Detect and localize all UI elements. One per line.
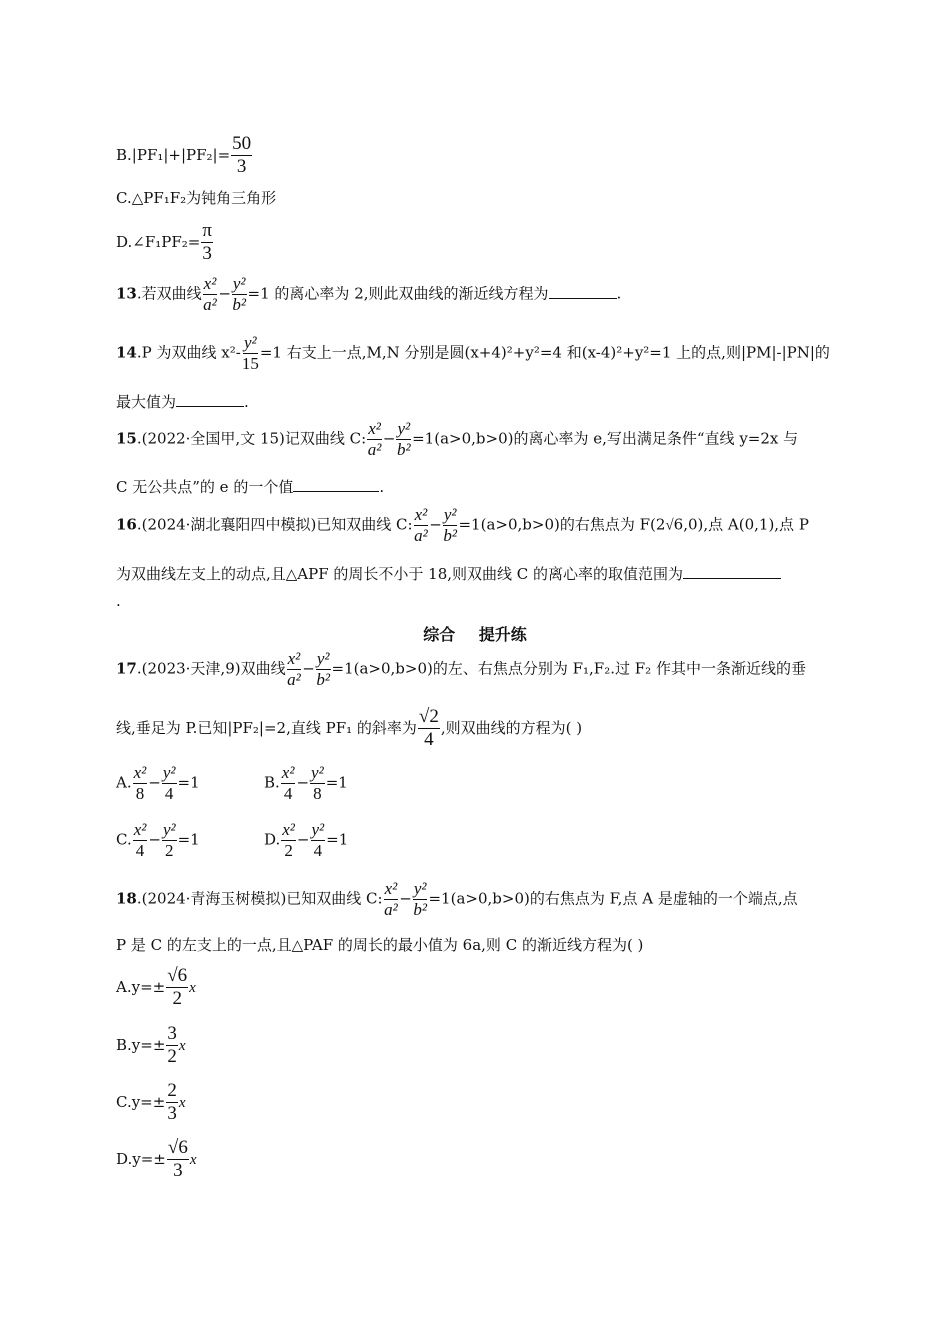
question-text: 为双曲线左支上的动点,且△APF 的周长不小于 18,则双曲线 C 的离心率的取值范围为 <box>116 565 684 583</box>
numerator: 50 <box>232 133 252 154</box>
period: . <box>616 284 622 303</box>
denominator: b² <box>443 525 457 545</box>
numerator: x² <box>133 763 147 782</box>
option-label: B.y=± <box>116 1035 166 1054</box>
fraction <box>166 1024 178 1068</box>
q17-option-a[interactable] <box>116 764 200 803</box>
minus-sign: − <box>302 659 315 678</box>
denominator: 4 <box>164 783 174 803</box>
fraction <box>281 764 296 803</box>
q17-option-b[interactable] <box>264 764 348 803</box>
option-text: D.∠F₁PF₂= <box>116 232 201 251</box>
fraction-x2-a2 <box>287 650 302 689</box>
minus-sign: − <box>429 515 442 534</box>
question-text: P 是 C 的左支上的一点,且△PAF 的周长的最小值为 6a,则 C 的渐近线方程为( ) <box>116 936 644 954</box>
denominator: 2 <box>172 987 182 1009</box>
option-label: B. <box>264 773 280 792</box>
answer-blank[interactable] <box>176 392 244 407</box>
denominator: a² <box>384 899 398 919</box>
denominator: b² <box>232 294 247 314</box>
minus-sign: − <box>399 889 412 908</box>
option-label: D. <box>264 830 281 849</box>
radicand: 2 <box>429 706 439 727</box>
question-16-line2 <box>116 564 781 582</box>
question-text: 线,垂足为 P.已知|PF₂|=2,直线 PF₁ 的斜率为 <box>116 718 417 737</box>
question-number: 17 <box>116 659 137 678</box>
period: . <box>379 478 385 496</box>
answer-blank[interactable] <box>549 284 617 299</box>
question-text: .若双曲线 <box>136 284 202 303</box>
q12-option-c[interactable] <box>116 191 276 206</box>
denominator: 2 <box>284 840 293 860</box>
question-number: 18 <box>116 889 137 908</box>
fraction-y2-b2 <box>396 420 411 459</box>
question-text: 最大值为 <box>116 393 177 411</box>
question-14-line2 <box>116 392 249 410</box>
option-label: A. <box>116 773 132 792</box>
question-15-line2 <box>116 477 384 495</box>
fraction-x2-a2 <box>384 880 399 919</box>
question-text: .P 为双曲线 x²- <box>136 343 241 362</box>
denominator: a² <box>367 439 382 459</box>
question-text: .(2024·青海玉树模拟)已知双曲线 C: <box>136 889 383 908</box>
fraction <box>133 764 148 803</box>
numerator: y² <box>244 333 257 352</box>
question-13 <box>116 275 621 314</box>
question-17-line2 <box>116 707 582 751</box>
question-text: =1(a>0,b>0)的左、右焦点分别为 F₁,F₂.过 F₂ 作其中一条渐近线的垂 <box>331 659 806 678</box>
radicand: 6 <box>177 965 188 986</box>
sqrt-sign: √ <box>665 517 674 534</box>
question-14 <box>116 334 830 373</box>
minus-sign: − <box>296 830 310 849</box>
fraction-sqrt2-4 <box>418 707 440 751</box>
q18-option-d[interactable] <box>116 1138 196 1182</box>
minus-sign: − <box>218 284 231 303</box>
fraction-x2-a2 <box>414 506 429 545</box>
numerator: x² <box>203 274 217 293</box>
option-label: D.y=± <box>116 1149 166 1168</box>
q18-option-b[interactable] <box>116 1024 186 1068</box>
numerator: x² <box>368 419 381 438</box>
numerator <box>167 1138 189 1160</box>
numerator: x² <box>133 820 147 839</box>
equals-one: =1 <box>326 830 349 849</box>
fraction <box>281 821 296 860</box>
fraction <box>167 1138 189 1182</box>
denominator: 3 <box>167 1102 177 1124</box>
minus-sign: − <box>296 773 310 792</box>
q18-option-a[interactable] <box>116 966 196 1010</box>
section-heading: 综合 提升练 <box>423 625 527 644</box>
denominator: a² <box>287 669 301 689</box>
denominator: 4 <box>135 840 145 860</box>
minus-sign: − <box>148 830 161 849</box>
question-text: .(2024·湖北襄阳四中模拟)已知双曲线 C: <box>136 515 413 534</box>
denominator: 2 <box>167 1045 177 1067</box>
fraction-y2-b2 <box>413 880 428 919</box>
numerator <box>166 966 188 988</box>
option-label: C. <box>116 830 132 849</box>
numerator: π <box>202 220 212 241</box>
numerator: y² <box>413 879 427 898</box>
denominator: 4 <box>283 783 293 803</box>
question-16 <box>116 506 809 545</box>
denominator: 3 <box>202 242 212 264</box>
question-text: =1(a>0,b>0)的右焦点为 F,点 A 是虚轴的一个端点,点 <box>428 889 798 908</box>
question-16-line3 <box>116 594 121 609</box>
question-18-line2 <box>116 938 643 953</box>
numerator: x² <box>282 820 295 839</box>
numerator: x² <box>384 879 398 898</box>
question-text: .(2023·天津,9)双曲线 <box>136 659 286 678</box>
fraction-x2-a2 <box>367 420 382 459</box>
question-number: 16 <box>116 515 137 534</box>
fraction <box>201 221 213 265</box>
numerator: y² <box>162 820 176 839</box>
question-number: 13 <box>116 284 137 303</box>
equals-one: =1 <box>177 830 200 849</box>
question-text: 6,0),点 A(0,1),点 P <box>673 515 809 534</box>
numerator: y² <box>232 274 246 293</box>
denominator: a² <box>414 525 428 545</box>
denominator: 2 <box>165 840 174 860</box>
answer-blank[interactable] <box>683 564 781 579</box>
period: . <box>116 592 121 610</box>
question-text: C 无公共点”的 e 的一个值 <box>116 478 294 496</box>
fraction-y2-15 <box>242 334 259 373</box>
numerator: y² <box>397 419 411 438</box>
denominator: 4 <box>424 728 434 750</box>
fraction <box>162 764 177 803</box>
minus-sign: − <box>382 429 396 448</box>
fraction-y2-b2 <box>316 650 331 689</box>
q17-option-d[interactable] <box>264 821 348 860</box>
denominator: b² <box>413 899 427 919</box>
denominator: 15 <box>241 353 259 373</box>
question-number: 14 <box>116 343 137 362</box>
fraction <box>166 1081 178 1125</box>
denominator: 8 <box>313 783 322 803</box>
denominator: 4 <box>313 840 323 860</box>
minus-sign: − <box>148 773 161 792</box>
fraction-y2-b2 <box>443 506 458 545</box>
question-text: .(2022·全国甲,文 15)记双曲线 C: <box>136 429 367 448</box>
fraction <box>231 134 252 178</box>
question-text: =1(a>0,b>0)的右焦点为 F(2 <box>458 515 666 534</box>
denominator: 8 <box>135 783 145 803</box>
fraction-y2-b2 <box>232 275 247 314</box>
denominator: 3 <box>173 1159 183 1181</box>
fraction <box>162 821 177 860</box>
numerator <box>418 707 440 729</box>
numerator: x² <box>287 649 301 668</box>
question-text: =1(a>0,b>0)的离心率为 e,写出满足条件“直线 y=2x 与 <box>412 429 799 448</box>
q17-option-c[interactable] <box>116 821 200 860</box>
sqrt-sign: √ <box>167 965 178 986</box>
numerator: 3 <box>167 1023 177 1044</box>
numerator: y² <box>311 763 324 782</box>
q18-option-c[interactable] <box>116 1081 186 1125</box>
option-label: A.y=± <box>116 977 166 996</box>
question-text: ,则双曲线的方程为( ) <box>440 718 583 737</box>
radicand: 6 <box>178 1137 188 1158</box>
option-text: C.△PF₁F₂为钝角三角形 <box>116 189 277 207</box>
question-text: =1 右支上一点,M,N 分别是圆(x+4)²+y²=4 和(x-4)²+y²=1 上的点,则|PM|-|PN|的 <box>259 343 830 362</box>
question-text: =1 的离心率为 2,则此双曲线的渐近线方程为 <box>247 284 549 303</box>
numerator: y² <box>316 649 330 668</box>
sqrt-sign: √ <box>418 706 430 727</box>
numerator: x² <box>281 763 295 782</box>
numerator: y² <box>311 820 325 839</box>
denominator: 3 <box>236 155 247 177</box>
q12-option-b[interactable] <box>116 134 253 178</box>
numerator: y² <box>443 505 457 524</box>
period: . <box>244 393 249 411</box>
fraction <box>133 821 148 860</box>
answer-blank[interactable] <box>293 477 379 492</box>
variable-x: x <box>189 1151 197 1168</box>
fraction <box>310 764 325 803</box>
numerator: y² <box>162 763 176 782</box>
fraction-x2-a2 <box>203 275 218 314</box>
numerator: 2 <box>167 1080 177 1101</box>
question-number: 15 <box>116 429 137 448</box>
denominator: a² <box>203 294 217 314</box>
variable-x: x <box>189 979 196 996</box>
question-15 <box>116 420 798 459</box>
question-18 <box>116 880 798 919</box>
sqrt-sign: √ <box>167 1137 179 1158</box>
q12-option-d[interactable] <box>116 221 214 265</box>
fraction <box>166 966 188 1010</box>
option-label: C.y=± <box>116 1092 166 1111</box>
variable-x: x <box>178 1037 186 1054</box>
denominator: b² <box>316 669 330 689</box>
variable-x: x <box>178 1094 186 1111</box>
equals-one: =1 <box>177 773 200 792</box>
fraction <box>311 821 326 860</box>
question-17 <box>116 650 806 689</box>
equals-one: =1 <box>325 773 348 792</box>
option-text: B.|PF₁|+|PF₂|= <box>116 145 231 164</box>
numerator: x² <box>414 505 428 524</box>
denominator: b² <box>396 439 411 459</box>
